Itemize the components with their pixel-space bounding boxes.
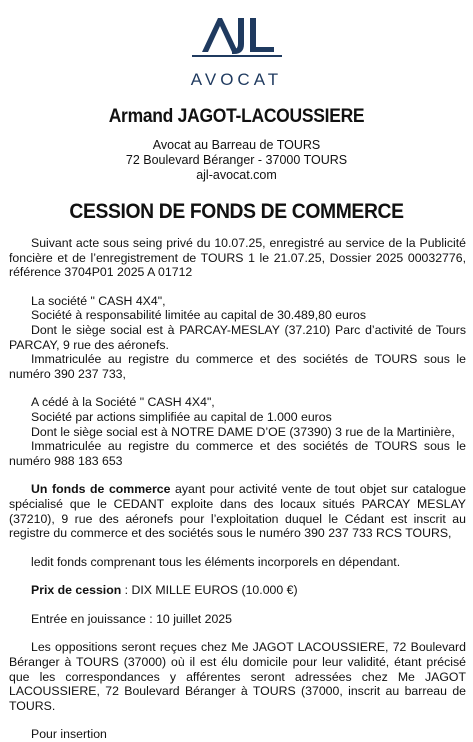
buyer-name: A cédé à la Société " CASH 4X4", — [31, 395, 215, 410]
contact-bar: Avocat au Barreau de TOURS — [152, 138, 321, 152]
buyer-address: Dont le siège social est à NOTRE DAME D’OE (37390) 3 rue de la Martinière, — [31, 424, 455, 439]
law-firm-logo — [0, 14, 473, 89]
fonds-paragraph — [9, 482, 466, 540]
contact-website: ajl-avocat.com — [196, 168, 277, 182]
seller-name: La société " CASH 4X4", — [31, 293, 166, 308]
prix-paragraph — [9, 583, 466, 598]
document-title: CESSION DE FONDS DE COMMERCE — [69, 200, 404, 223]
jouissance-paragraph: Entrée en jouissance : 10 juillet 2025 — [31, 611, 232, 626]
buyer-form: Société par actions simplifiée au capital de 1.000 euros — [31, 409, 332, 424]
incorporels-paragraph: ledit fonds comprenant tous les éléments incorporels en dépendant. — [31, 554, 401, 569]
document-body — [9, 236, 466, 742]
fonds-description: ayant pour activité vente de tout objet sur catalogue spécialisé que le CEDANT exploite dans des locaux situés PARCAY MESLAY (37210), 9 rue des aéronefs pour l’exploitation duquel le Cédant est inscrit au registre du commerce et des sociétés sous le numéro 390 237 733 RCS TOURS, — [9, 482, 466, 541]
prix-label: Prix de cession — [31, 583, 122, 598]
lawyer-name: Armand JAGOT-LACOUSSIERE — [108, 106, 365, 127]
contact-address: 72 Boulevard Béranger - 37000 TOURS — [125, 153, 348, 167]
contact-block — [0, 138, 473, 183]
oppositions-paragraph: Les oppositions seront reçues chez Me JAGOT LACOUSSIERE, 72 Boulevard Béranger à TOURS (37000) où il est élu domicile pour leur validité, étant précisé que les correspondances y afférentes seront adressées chez Me JAGOT LACOUSSIERE, 72 Boulevard Béranger à TOURS (37000, inscrit au barreau de TOURS. — [9, 640, 466, 713]
buyer-registration: Immatriculée au registre du commerce et des sociétés de TOURS sous le numéro 988 183 653 — [9, 439, 466, 468]
fonds-label: Un fonds de commerce — [31, 482, 171, 497]
logo-subtitle: AVOCAT — [190, 70, 283, 89]
prix-value: : DIX MILLE EUROS (10.000 €) — [121, 583, 298, 598]
insertion-line: Pour insertion — [31, 727, 107, 742]
seller-form: Société à responsabilité limitée au capital de 30.489,80 euros — [31, 308, 366, 323]
ajl-logo-icon — [182, 14, 292, 58]
seller-registration: Immatriculée au registre du commerce et des sociétés de TOURS sous le numéro 390 237 733, — [9, 352, 466, 381]
intro-paragraph: Suivant acte sous seing privé du 10.07.25, enregistré au service de la Publicité foncière et de l’enregistrement de TOURS 1 le 21.07.25, Dossier 2025 00032776, référence 3704P01 2025 A 01712 — [9, 236, 466, 280]
seller-address: Dont le siège social est à PARCAY-MESLAY (37.210) Parc d’activité de Tours PARCAY, 9 rue des aéronefs. — [9, 322, 466, 352]
